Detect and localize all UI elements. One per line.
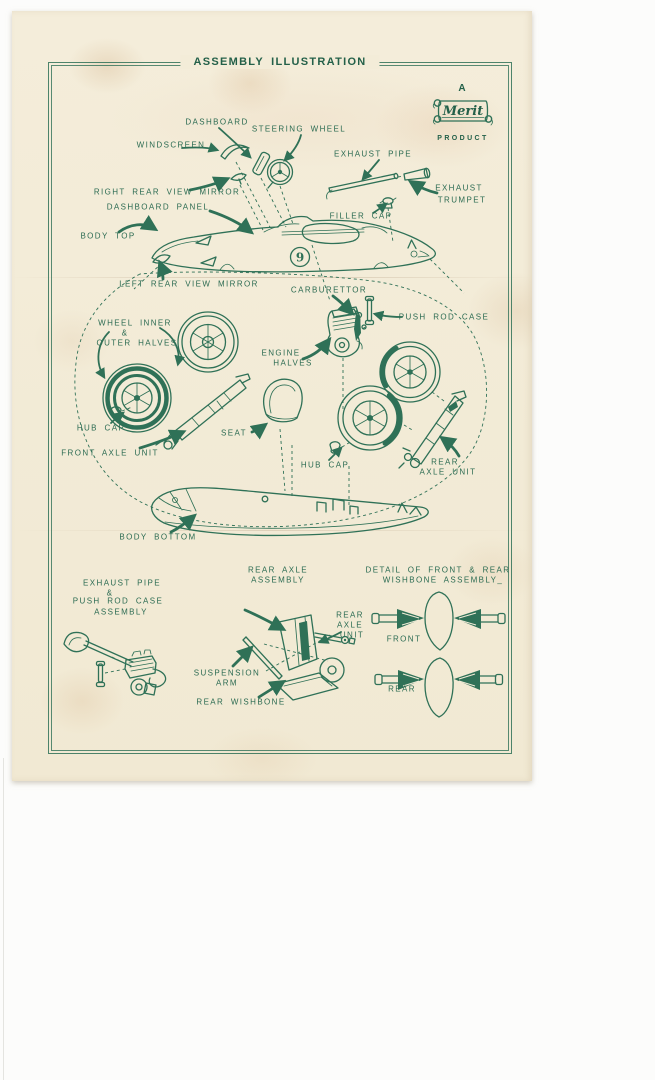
part-label: OUTER HALVES [96,338,178,348]
scan-artifact-line [3,758,4,1080]
part-label: REAR AXLE [247,565,309,575]
part-label: RIGHT REAR VIEW MIRROR [93,187,241,197]
part-label: DASHBOARD [185,117,249,127]
part-label: REAR [336,610,364,620]
part-label: FRONT [386,634,422,644]
part-label: FRONT AXLE UNIT [61,448,159,458]
part-label: SUSPENSION [193,668,261,678]
labels-layer [12,11,532,781]
part-label: DASHBOARD PANEL [106,202,210,212]
part-label: REAR [431,457,459,467]
part-label: BODY TOP [80,231,136,241]
svg-text:Merit: Merit [442,104,484,119]
part-label: CARBURETTOR [290,285,368,295]
part-label: ARM [216,678,238,688]
part-label: WINDSCREEN [136,140,206,150]
part-label: PUSH ROD CASE [398,312,490,322]
part-label: FILLER CAP [329,211,393,221]
part-label: EXHAUST PIPE [83,578,161,588]
part-label: DETAIL OF FRONT & REAR [365,565,511,575]
part-label: & [106,588,114,598]
part-label: ASSEMBLY [94,607,148,617]
part-label: TRUMPET [437,195,487,205]
part-label: LEFT REAR VIEW MIRROR [119,279,259,289]
page-title: ASSEMBLY ILLUSTRATION [180,55,379,69]
part-label: & [121,328,129,338]
part-label: SEAT [221,428,247,438]
part-label: HALVES [273,358,313,368]
part-label: HUB CAP [76,423,126,433]
part-label: UNIT [339,630,365,640]
svg-text:9: 9 [295,250,305,265]
instruction-paper [12,11,532,781]
part-label: AXLE UNIT [419,467,477,477]
part-label: ASSEMBLY [251,575,305,585]
part-label: PUSH ROD CASE [72,596,164,606]
part-label: WISHBONE ASSEMBLY_ [382,575,504,585]
part-label: EXHAUST PIPE [334,149,412,159]
logo-line-a: A [458,83,468,94]
logo-line-product: PRODUCT [437,135,489,142]
part-label: STEERING WHEEL [251,124,347,134]
part-label: WHEEL INNER [98,318,172,328]
part-label: EXHAUST [435,183,483,193]
part-label: AXLE [336,620,364,630]
part-label: ENGINE [261,348,301,358]
part-label: REAR WISHBONE [196,697,286,707]
part-label: BODY BOTTOM [119,532,197,542]
part-label: HUB CAP [300,460,350,470]
part-label: REAR [388,684,416,694]
